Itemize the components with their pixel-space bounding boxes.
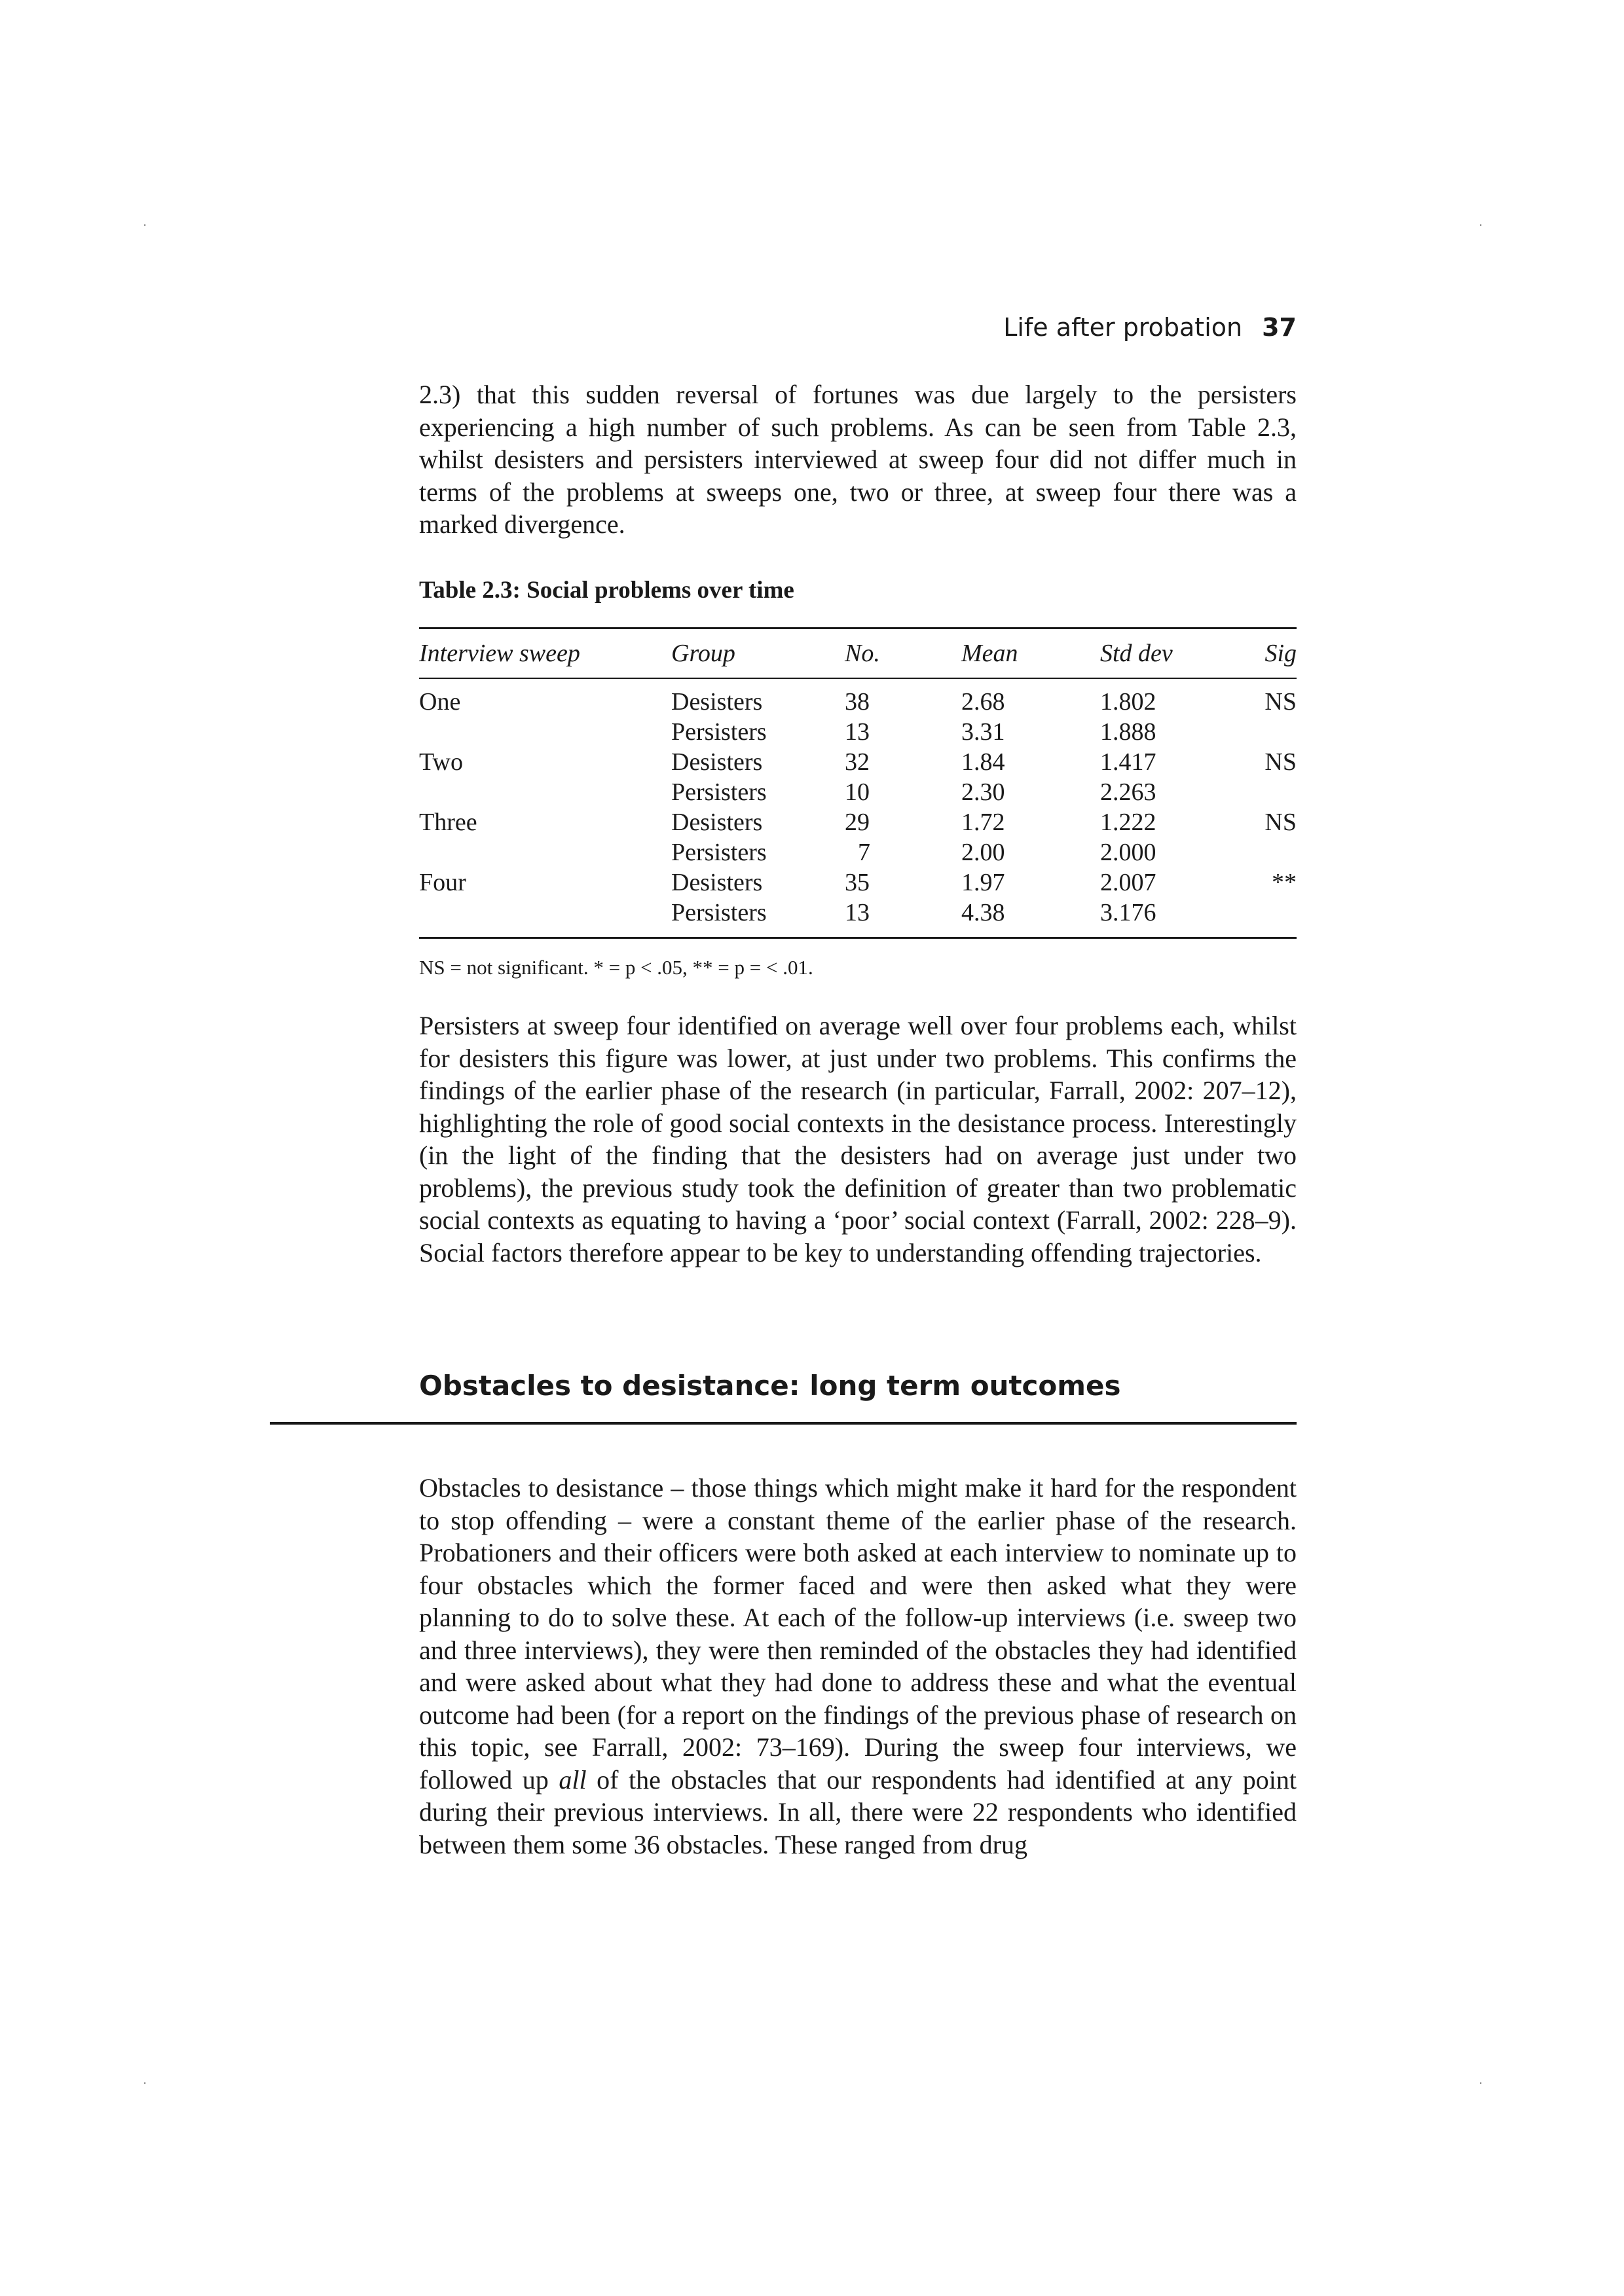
cell-mean: 3.31	[961, 718, 1005, 746]
cell-no: 29	[845, 809, 870, 836]
cell-sig	[1253, 898, 1297, 938]
obstacles-text-part-2: of the obstacles that our respondents had identified at any point during their previous interviews. In all, there were 22 respondents who identified between them some 36 obstacles. These ranged from drug	[419, 1764, 1297, 1859]
cell-sweep: Four	[419, 869, 466, 896]
crop-mark-top-left: ·	[143, 217, 147, 233]
cell-no: 7	[858, 839, 870, 866]
cell-sweep	[419, 837, 671, 867]
obstacles-emphasis: all	[559, 1764, 587, 1795]
cell-group: Desisters	[671, 809, 763, 836]
header-interview-sweep: Interview sweep	[419, 629, 671, 679]
cell-sweep: Three	[419, 809, 477, 836]
cell-sig: NS	[1264, 688, 1297, 716]
cell-mean: 2.68	[961, 688, 1005, 716]
cell-no: 10	[845, 778, 870, 806]
running-title: Life after probation	[1003, 313, 1243, 342]
table-row	[419, 747, 1297, 777]
cell-no: 13	[845, 718, 870, 746]
cell-group: Persisters	[671, 778, 767, 806]
table-note: NS = not significant. * = p < .05, ** = p = < .01.	[419, 956, 813, 979]
header-no: No.	[845, 629, 961, 679]
table-row	[419, 898, 1297, 938]
section-rule	[270, 1422, 1297, 1425]
social-problems-table	[419, 627, 1297, 939]
cell-std-dev: 1.222	[1100, 809, 1156, 836]
cell-sig	[1253, 837, 1297, 867]
cell-sweep: Two	[419, 748, 464, 776]
running-header	[786, 313, 1297, 342]
crop-mark-top-right: ·	[1479, 217, 1483, 233]
table-row	[419, 717, 1297, 747]
cell-sig	[1253, 777, 1297, 807]
cell-sweep	[419, 717, 671, 747]
cell-group: Desisters	[671, 748, 763, 776]
table-header-row	[419, 629, 1297, 679]
header-group: Group	[671, 629, 845, 679]
cell-std-dev: 2.263	[1100, 778, 1156, 806]
cell-no: 35	[845, 869, 870, 896]
header-mean: Mean	[961, 629, 1100, 679]
cell-no: 13	[845, 899, 870, 926]
cell-mean: 1.84	[961, 748, 1005, 776]
cell-group: Desisters	[671, 869, 763, 896]
cell-group: Persisters	[671, 899, 767, 926]
table-caption: Table 2.3: Social problems over time	[419, 577, 794, 604]
header-std-dev: Std dev	[1100, 629, 1253, 679]
cell-sig: NS	[1264, 809, 1297, 836]
cell-group: Persisters	[671, 718, 767, 746]
table-row	[419, 678, 1297, 717]
cell-sweep	[419, 898, 671, 938]
table-row	[419, 867, 1297, 898]
cell-no: 38	[845, 688, 870, 716]
cell-std-dev: 1.417	[1100, 748, 1156, 776]
crop-mark-bottom-right: ·	[1479, 2075, 1483, 2091]
cell-sig	[1253, 717, 1297, 747]
cell-mean: 2.00	[961, 839, 1005, 866]
page-number: 37	[1262, 313, 1297, 342]
cell-group: Desisters	[671, 688, 763, 716]
crop-mark-bottom-left: ·	[143, 2075, 147, 2091]
obstacles-paragraph	[419, 1472, 1297, 1861]
section-heading: Obstacles to desistance: long term outcomes	[419, 1370, 1121, 1402]
cell-std-dev: 1.888	[1100, 718, 1156, 746]
table-row	[419, 837, 1297, 867]
persisters-paragraph: Persisters at sweep four identified on average well over four problems each, whilst for desisters this figure was lower, at just under two problems. This confirms the findings of the earlier phase of the research (in particular, Farrall, 2002: 207–12), highlighting the role of good social contexts in the desistance process. Interestingly (in the light of the finding that the desisters had on average just under two problems), the previous study took the definition of greater than two problematic social contexts as equating to having a ‘poor’ social context (Farrall, 2002: 228–9). Social factors therefore appear to be key to understanding offending trajectories.	[419, 1011, 1297, 1267]
cell-std-dev: 2.007	[1100, 869, 1156, 896]
obstacles-text-part-1: Obstacles to desistance – those things which might make it hard for the respondent to stop offending – were a constant theme of the earlier phase of the research. Probationers and their officers were both asked at each interview to nominate up to four obstacles which the former faced and were then asked what they were planning to do to solve these. At each of the follow-up interviews (i.e. sweep two and three interviews), they were then reminded of the obstacles they had identified and were asked about what they had done to address these and what the eventual outcome had been (for a report on the findings of the previous phase of research on this topic, see Farrall, 2002: 73–169). During the sweep four interviews, we followed up	[419, 1473, 1297, 1795]
cell-no: 32	[845, 748, 870, 776]
cell-std-dev: 3.176	[1100, 899, 1156, 926]
cell-sig: **	[1272, 869, 1297, 896]
cell-group: Persisters	[671, 839, 767, 866]
table-row	[419, 777, 1297, 807]
cell-mean: 2.30	[961, 778, 1005, 806]
cell-mean: 4.38	[961, 899, 1005, 926]
cell-mean: 1.97	[961, 869, 1005, 896]
cell-mean: 1.72	[961, 809, 1005, 836]
intro-paragraph: 2.3) that this sudden reversal of fortunes was due largely to the persisters experiencing a high number of such problems. As can be seen from Table 2.3, whilst desisters and persisters interviewed at sweep four did not differ much in terms of the problems at sweeps one, two or three, at sweep four there was a marked divergence.	[419, 380, 1297, 539]
header-sig: Sig	[1253, 629, 1297, 679]
cell-std-dev: 1.802	[1100, 688, 1156, 716]
cell-std-dev: 2.000	[1100, 839, 1156, 866]
cell-sig: NS	[1264, 748, 1297, 776]
cell-sweep: One	[419, 688, 461, 716]
cell-sweep	[419, 777, 671, 807]
table-row	[419, 807, 1297, 837]
